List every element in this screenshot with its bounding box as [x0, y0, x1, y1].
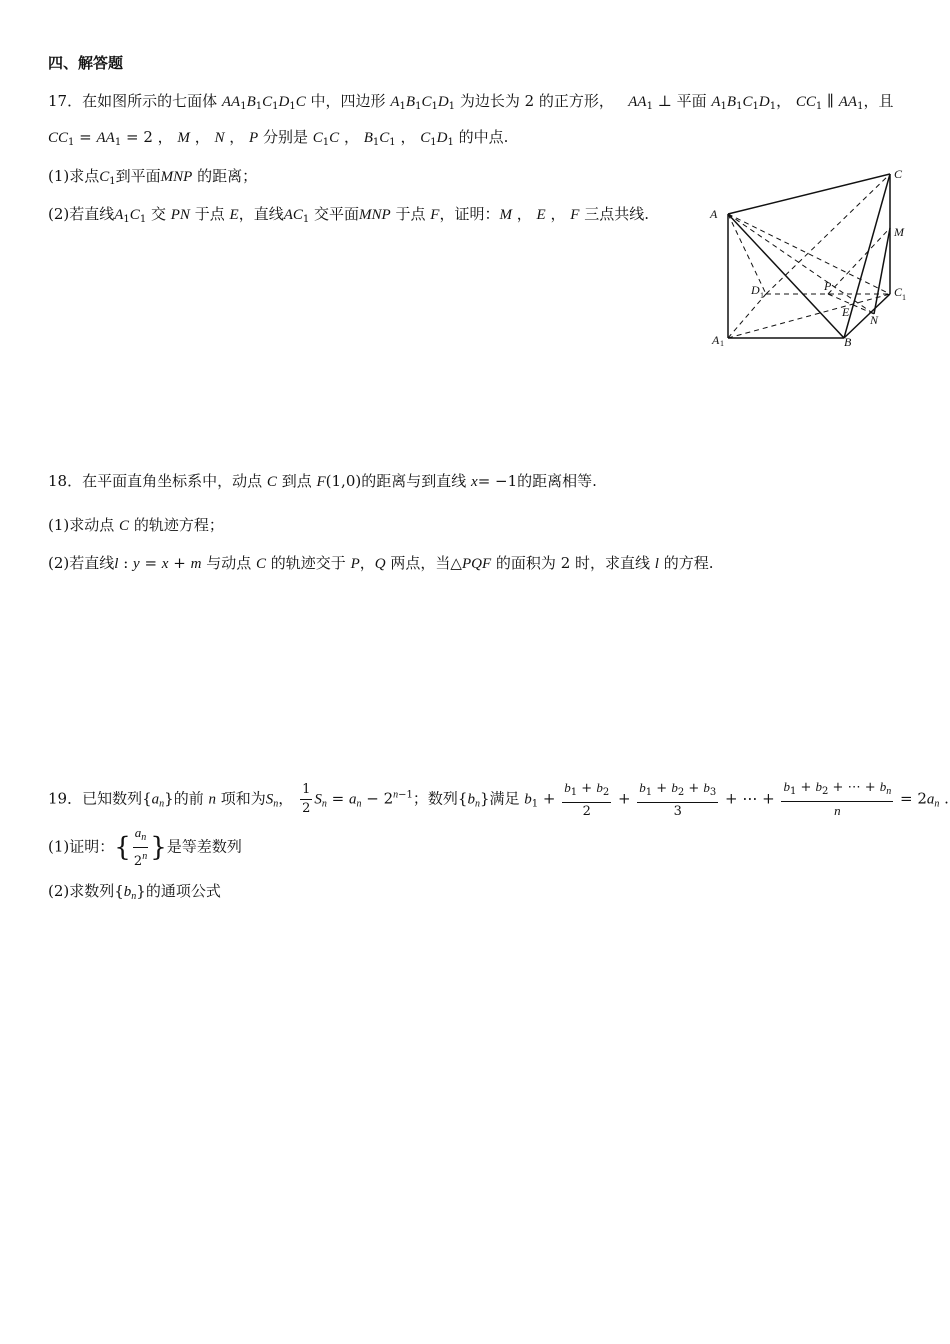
edge-A1D1	[728, 294, 766, 338]
label-A: A	[710, 207, 718, 221]
q19-part1: (1)证明：{ $\frac{a_n}{2^n}$ }是等差数列	[48, 825, 242, 869]
label-D1-sub: 1	[760, 291, 764, 300]
q17-geometry-figure	[704, 166, 914, 346]
q19-part2: (2)求数列$\{b_n\}$的通项公式	[48, 882, 221, 902]
label-C: C	[894, 167, 903, 181]
q19-line1: 19．已知数列$\{a_n\}$的前 n 项和为$S_n$， $\frac{1}{2}$ $S_n = a_n - 2^{n-1}$；数列$\{b_n\}$满足 $b_1$ + $\frac{b_1 + b_2}{2}$ + $\frac{b_1 + b_2 + b_3}{3}$ + ⋯ + $\frac{b_1 + b_2 + \cdots + b_n}{n}$ = $2a_n$ .	[48, 779, 949, 819]
label-C1-sub: 1	[902, 293, 906, 302]
q17-line2: $CC_1 = AA_1 = 2$ ， M ， N ， P 分别是 $C_1C$ ， $B_1C_1$ ， $C_1D_1$ 的中点.	[48, 128, 509, 148]
section-title: 四、解答题	[48, 54, 124, 72]
label-A1: A	[712, 333, 720, 346]
label-M: M	[894, 225, 904, 239]
edge-B1C	[844, 174, 890, 338]
label-D1: D	[751, 283, 760, 297]
edge-AD1	[728, 214, 766, 294]
q18-part1: (1)求动点 C 的轨迹方程；	[48, 516, 224, 534]
label-E: E	[842, 305, 850, 319]
label-A1-sub: 1	[720, 339, 724, 346]
edge-AN	[728, 214, 874, 314]
label-C1: C	[894, 285, 903, 299]
q18-part2: (2)若直线l : y = x + m 与动点 C 的轨迹交于 P，Q 两点，当△PQF 的面积为 2 时，求直线 l 的方程.	[48, 554, 714, 572]
label-P: P	[824, 279, 832, 293]
label-N: N	[870, 313, 879, 327]
edge-AC	[728, 174, 890, 214]
q18-line1: 18．在平面直角坐标系中，动点 C 到点 F(1,0)的距离与到直线 x= −1的距离相等.	[48, 472, 597, 490]
edge-AB1	[728, 214, 844, 338]
q17-part1: (1)求点$C_1$到平面MNP 的距离；	[48, 167, 258, 187]
label-B1: B	[844, 335, 852, 346]
q17-part2: (2)若直线$A_1C_1$ 交 PN 于点 E，直线$AC_1$ 交平面MNP 于点 F，证明：M ， E ， F 三点共线.	[48, 205, 649, 225]
q17-line1: 17．在如图所示的七面体 $AA_1B_1C_1D_1C$ 中，四边形 $A_1B_1C_1D_1$ 为边长为 2 的正方形， $AA_1$ ⊥ 平面 $A_1B_1C_1D_1$， $CC_1$ ∥ $AA_1$，且	[48, 92, 894, 112]
edge-D1C	[766, 174, 890, 294]
